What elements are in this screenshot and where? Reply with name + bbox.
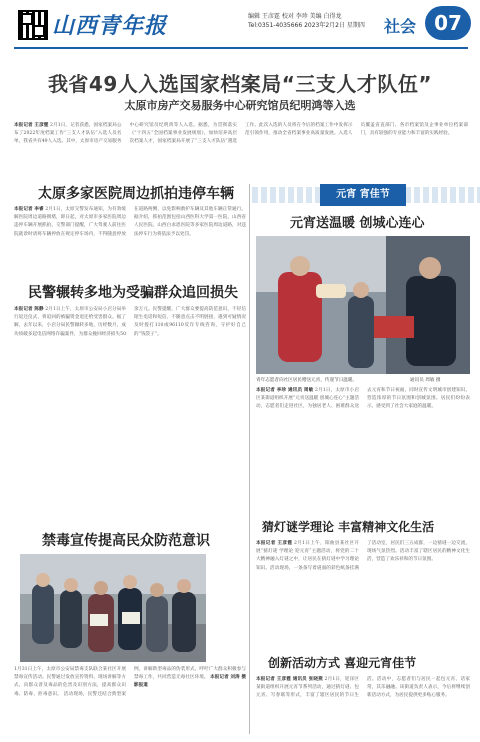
sec5-body-text: 2月1日上午，阳曲县某社区开展“猜灯谜 学理论 迎元宵”主题活动，将党的二十大精神融入灯谜之中，让居民在猜灯谜中学习理论知识。活动现场，一条条写着谜面的彩色纸条挂满了活动室，居民们三五成群，一边猜谜一边交流，现场气氛热烈。活动丰富了辖区居民的精神文化生活，营造了欢乐祥和的节日氛围。 bbox=[256, 541, 470, 571]
column-divider bbox=[249, 184, 250, 734]
sec3-body-text-2: 活动现场，民警还结合典型案例，讲解新型毒品的伪装形式，呼吁广大群众积极参与禁毒工作，共同营造无毒社区环境。 bbox=[63, 667, 246, 697]
qr-code-icon bbox=[18, 10, 48, 40]
main-article-body bbox=[14, 122, 468, 182]
sec2-body bbox=[14, 306, 246, 520]
masthead bbox=[0, 0, 480, 52]
sec6-body bbox=[256, 676, 470, 738]
sec6-byline: 本报记者 王彦霆 通讯员 张晓燕 bbox=[256, 677, 323, 682]
festival-banner bbox=[252, 184, 480, 206]
newspaper-logo: 山西青年报 bbox=[52, 13, 168, 39]
sec3-body bbox=[14, 666, 246, 738]
sec4-headline: 元宵送温暖 创城心连心 bbox=[290, 216, 425, 231]
sec6-body-text: 2月1日，迎泽区某街道组织开展元宵节系列活动，通过猜灯谜、包元宵、写春联等形式，丰富了辖区居民的节日生活。活动中，志愿者们与居民一起包元宵、话家常，其乐融融。该街道负责人表示，今后将继续创新活动方式，为居民提供更多贴心服务。 bbox=[256, 677, 470, 699]
lantern-festival-photo-illustration bbox=[256, 236, 470, 374]
sec1-body bbox=[14, 206, 246, 282]
meta-line-2: Tel:0351-4035666 2023年2月2日 星期四 bbox=[248, 22, 365, 29]
sec5-headline: 猜灯谜学理论 丰富精神文化生活 bbox=[262, 520, 435, 534]
sec5-byline: 本报记者 王彦霆 bbox=[256, 541, 293, 546]
sec4-photo-credit: 通讯员 周敏 摄 bbox=[410, 378, 441, 383]
photo-lantern-festival bbox=[256, 236, 470, 374]
meta-line-1: 编辑 王彦霆 校对 李珍 美编 白得龙 bbox=[248, 13, 342, 20]
anti-drug-photo-illustration bbox=[20, 554, 206, 662]
sec3-body-text: 1月31日上午，太原市公安局禁毒支队联合某社区开展禁毒宣传活动。民警通过发放宣传资料、现场讲解等方式，向群众普及毒品的危害及识别方法，提高群众识毒、防毒、拒毒意识。 bbox=[14, 667, 126, 697]
sec1-byline: 本报记者 李睿 bbox=[14, 207, 44, 212]
main-subheadline: 太原市房产交易服务中心研究馆员纪明鸿等入选 bbox=[124, 99, 356, 112]
sec4-body-text: 2月1日，太原市小店区某街道组织开展“元宵送温暖 创城心连心”主题活动，志愿者们走进社区，为独居老人、困难群众送去元宵和节日祝福，同时宣传文明城市创建知识，营造浓厚的节日氛围和创城氛围。居民们纷纷表示，感受到了社会大家庭的温暖。 bbox=[256, 388, 470, 410]
sec3-headline: 禁毒宣传提高民众防范意识 bbox=[42, 533, 210, 549]
sec2-headline: 民警辗转多地为受骗群众追回损失 bbox=[28, 285, 238, 301]
masthead-meta bbox=[248, 12, 388, 30]
main-byline: 本报记者 王彦霆 bbox=[14, 123, 49, 128]
sec2-body-text: 2月1日上午，太原市公安局小店分局举行返还仪式，将追回的被骗资金退还给受害群众。据了解，去年以来，小店分局民警辗转多地，历经数月，成功侦破多起电信网络诈骗案件，为群众挽回经济损失50余万元。民警提醒，广大群众要提高防范意识，不轻信陌生电话和短信，不随意点击不明链接，遇到可疑情况及时拨打110或96110反诈专线咨询，守护好自己的“钱袋子”。 bbox=[14, 307, 246, 337]
sec4-body bbox=[256, 387, 470, 513]
masthead-rule bbox=[14, 47, 468, 49]
banner-tag: 元宵 宵佳节 bbox=[320, 184, 406, 206]
sec5-body bbox=[256, 540, 470, 648]
page-number-badge: 07 bbox=[425, 6, 471, 40]
main-body-text: 2月1日，记者获悉，国家档案局公布了2022年度档案工作“三支人才队伍”入选人员名单，我省共有49人入选。其中，太原市房产交易服务中心研究馆员纪明鸿等人入选。据悉，为贯彻落实《“十四五”全国档案事业发展规划》，加快培养高层次档案人才，国家档案局开展了“三支人才队伍”遴选工作。此次入选的人员将在今后的档案工作中发挥示范引领作用，推动全省档案事业高质量发展。入选人员覆盖省直部门、各市档案馆及企事业单位档案部门，具有较强的专业能力和丰富的实践经验。 bbox=[14, 123, 468, 145]
sec3-credit: 本报记者 刘涛 摄影报道 bbox=[134, 675, 246, 689]
sec2-byline: 本报记者 陈静 bbox=[14, 307, 44, 312]
section-name: 社会 bbox=[384, 17, 417, 36]
sec4-byline: 本报记者 李珍 通讯员 周敏 bbox=[256, 388, 314, 393]
sec1-headline: 太原多家医院周边抓拍违停车辆 bbox=[38, 186, 234, 202]
sec1-body-text: 2月1日，太原交警发布通知，为有效缓解医院周边道路拥堵，即日起，对太原市多家医院周边违停车辆开展抓拍。交警部门提醒，广大驾驶人前往医院就诊时请将车辆停放在规定停车场内，不得随意停放在道路两侧，以免影响救护车辆及其他车辆正常通行。据介绍，抓拍范围包括山西医科大学第一医院、山西省人民医院、山西白求恩医院等多家医院周边道路，对违法停车行为将依法予以处罚。 bbox=[14, 207, 246, 237]
sec6-headline: 创新活动方式 喜迎元宵佳节 bbox=[268, 656, 417, 670]
photo-anti-drug-event bbox=[20, 554, 206, 662]
main-headline: 我省49人入选国家档案局“三支人才队伍” bbox=[47, 72, 433, 96]
sec4-caption: 青年志愿者向社区居民赠送元宵，传递节日温暖。 bbox=[256, 378, 358, 383]
